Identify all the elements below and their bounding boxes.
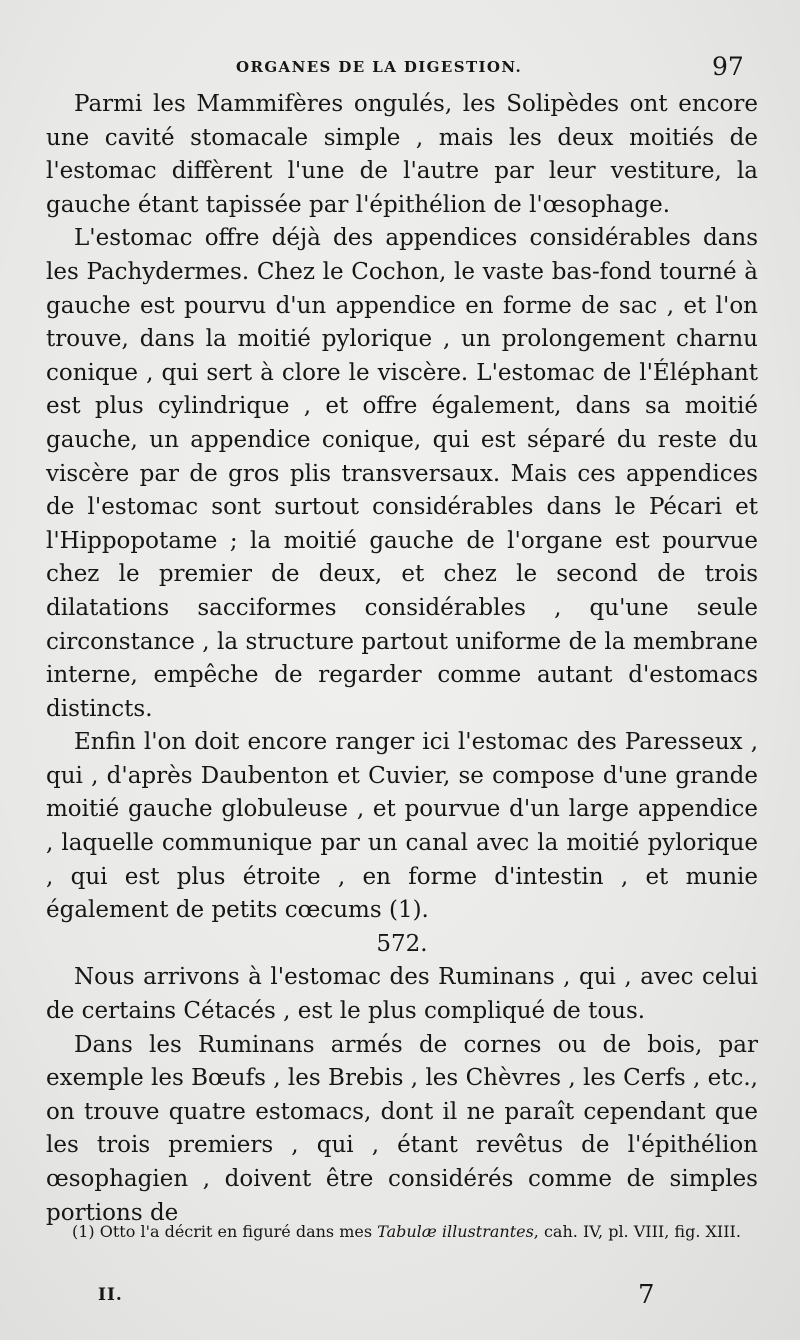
page-header bbox=[0, 52, 800, 86]
signature-mark: II. bbox=[98, 1285, 123, 1305]
body-text bbox=[46, 88, 758, 1230]
paragraph-ruminans-estomacs: Dans les Ruminans armés de cornes ou de bois, par exemple les Bœufs , les Brebis , les Chèvres , les Cerfs , etc., on trouve quatre estomacs, dont il ne paraît cependant que les trois premiers , qui , étant revêtus de l'épithélion œsophagien , doivent être considérés comme de simples portions de bbox=[46, 1031, 758, 1226]
paragraph-pachydermes: L'estomac offre déjà des appendices considérables dans les Pachydermes. Chez le Cochon, le vaste bas-fond tourné à gauche est pourvu d'un appendice en forme de sac , et l'on trouve, dans la moitié pylorique , un prolongement charnu conique , qui sert à clore le viscère. L'estomac de l'Éléphant est plus cylindrique , et offre également, dans sa moitié gauche, un appendice conique, qui est séparé du reste du viscère par de gros plis transversaux. Mais ces appendices de l'estomac sont surtout considérables dans le Pécari et l'Hippopotame ; la moitié gauche de l'organe est pourvue chez le premier de deux, et chez le second de trois dilatations sacciformes considérables , qu'une seule circonstance , la structure partout uniforme de la membrane interne, empêche de regarder comme autant d'estomacs distincts. bbox=[46, 225, 758, 722]
footnote bbox=[46, 1217, 760, 1247]
paragraph-ruminans-intro: Nous arrivons à l'estomac des Ruminans , qui , avec celui de certains Cétacés , est le plus compliqué de tous. bbox=[46, 964, 758, 1025]
section-number: 572. bbox=[376, 930, 428, 957]
footnote-text bbox=[46, 1217, 760, 1247]
page-number: 97 bbox=[712, 52, 744, 81]
running-head: ORGANES DE LA DIGESTION. bbox=[236, 58, 523, 76]
paragraph-solipedes: Parmi les Mammifères ongulés, les Solipèdes ont encore une cavité stomacale simple , mais les deux moitiés de l'estomac diffèrent l'une de l'autre par leur vestiture, la gauche étant tapissée par l'épithélion de l'œsophage. bbox=[46, 91, 758, 218]
paragraph-paresseux: Enfin l'on doit encore ranger ici l'estomac des Paresseux , qui , d'après Daubenton et Cuvier, se compose d'une grande moitié gauche globuleuse , et pourvue d'un large appendice , laquelle communique par un canal avec la moitié pylorique , qui est plus étroite , en forme d'intestin , et munie également de petits cœcums (1). bbox=[46, 729, 758, 924]
footnote-text-before: (1) Otto l'a décrit en figuré dans mes bbox=[72, 1222, 378, 1241]
footnote-title: Tabulæ illustrantes bbox=[377, 1222, 534, 1241]
footnote-text-after: , cah. IV, pl. VIII, fig. XIII. bbox=[533, 1222, 741, 1241]
footer-page-number: 7 bbox=[638, 1280, 655, 1310]
